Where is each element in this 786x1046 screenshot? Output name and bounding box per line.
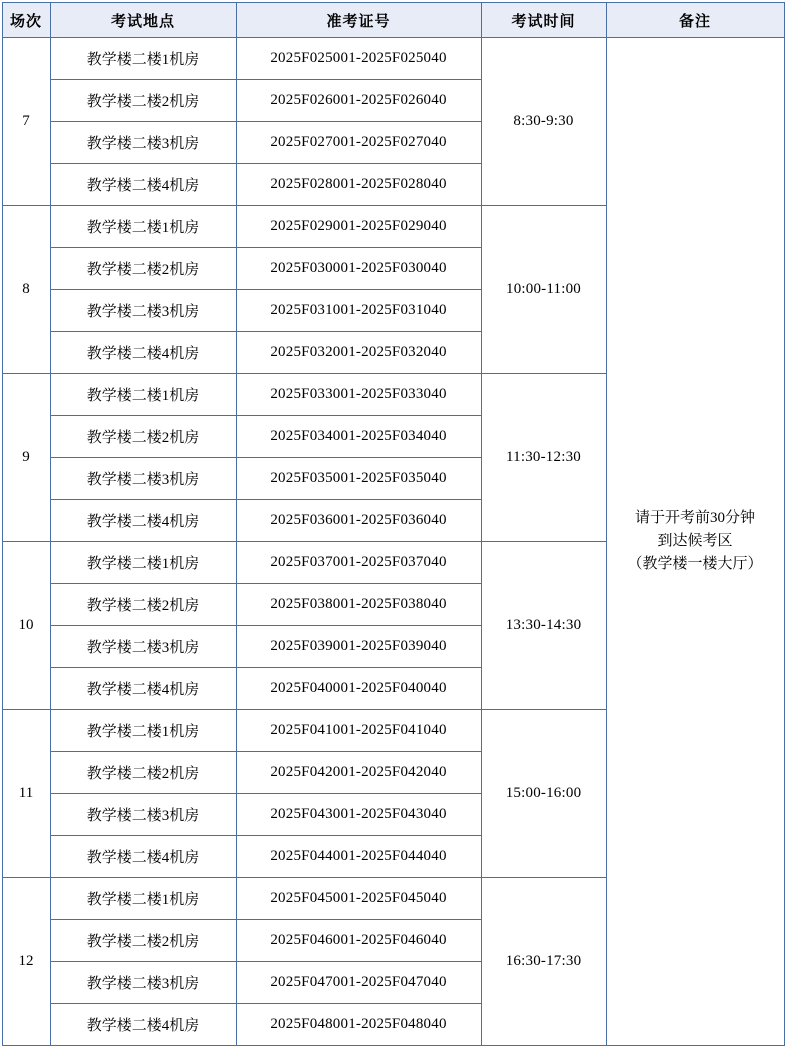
table-header [2, 3, 784, 38]
cell-exam-time: 10:00-11:00 [481, 206, 606, 374]
cell-exam-time: 16:30-17:30 [481, 878, 606, 1046]
cell-note [606, 38, 784, 1046]
note-line: （教学楼一楼大厅） [627, 556, 763, 573]
cell-ticket-range: 2025F033001-2025F033040 [236, 374, 481, 416]
column-header-session: 场次 [2, 3, 50, 38]
cell-ticket-range: 2025F025001-2025F025040 [236, 38, 481, 80]
note-line: 到达候考区 [657, 532, 733, 549]
table-body [2, 38, 784, 1046]
column-header-time: 考试时间 [481, 3, 606, 38]
cell-ticket-range: 2025F038001-2025F038040 [236, 584, 481, 626]
cell-ticket-range: 2025F043001-2025F043040 [236, 794, 481, 836]
cell-place: 教学楼二楼4机房 [50, 668, 236, 710]
cell-place: 教学楼二楼2机房 [50, 920, 236, 962]
cell-place: 教学楼二楼3机房 [50, 962, 236, 1004]
exam-schedule-table [2, 2, 785, 1046]
cell-ticket-range: 2025F041001-2025F041040 [236, 710, 481, 752]
cell-session: 9 [2, 374, 50, 542]
cell-place: 教学楼二楼3机房 [50, 458, 236, 500]
cell-ticket-range: 2025F040001-2025F040040 [236, 668, 481, 710]
cell-ticket-range: 2025F044001-2025F044040 [236, 836, 481, 878]
cell-place: 教学楼二楼1机房 [50, 206, 236, 248]
cell-exam-time: 8:30-9:30 [481, 38, 606, 206]
cell-place: 教学楼二楼1机房 [50, 374, 236, 416]
cell-place: 教学楼二楼1机房 [50, 710, 236, 752]
cell-ticket-range: 2025F039001-2025F039040 [236, 626, 481, 668]
cell-place: 教学楼二楼1机房 [50, 542, 236, 584]
cell-ticket-range: 2025F029001-2025F029040 [236, 206, 481, 248]
cell-place: 教学楼二楼1机房 [50, 38, 236, 80]
cell-place: 教学楼二楼2机房 [50, 248, 236, 290]
cell-session: 12 [2, 878, 50, 1046]
cell-place: 教学楼二楼2机房 [50, 584, 236, 626]
cell-ticket-range: 2025F030001-2025F030040 [236, 248, 481, 290]
cell-place: 教学楼二楼2机房 [50, 80, 236, 122]
cell-place: 教学楼二楼4机房 [50, 500, 236, 542]
cell-place: 教学楼二楼2机房 [50, 752, 236, 794]
cell-ticket-range: 2025F042001-2025F042040 [236, 752, 481, 794]
cell-ticket-range: 2025F035001-2025F035040 [236, 458, 481, 500]
cell-place: 教学楼二楼3机房 [50, 626, 236, 668]
cell-exam-time: 11:30-12:30 [481, 374, 606, 542]
cell-exam-time: 13:30-14:30 [481, 542, 606, 710]
cell-place: 教学楼二楼4机房 [50, 164, 236, 206]
column-header-place: 考试地点 [50, 3, 236, 38]
cell-place: 教学楼二楼4机房 [50, 332, 236, 374]
cell-session: 11 [2, 710, 50, 878]
column-header-note: 备注 [606, 3, 784, 38]
cell-place: 教学楼二楼3机房 [50, 122, 236, 164]
cell-ticket-range: 2025F047001-2025F047040 [236, 962, 481, 1004]
cell-session: 7 [2, 38, 50, 206]
cell-ticket-range: 2025F048001-2025F048040 [236, 1004, 481, 1046]
cell-ticket-range: 2025F028001-2025F028040 [236, 164, 481, 206]
cell-place: 教学楼二楼4机房 [50, 836, 236, 878]
cell-exam-time: 15:00-16:00 [481, 710, 606, 878]
cell-ticket-range: 2025F032001-2025F032040 [236, 332, 481, 374]
column-header-ticket: 准考证号 [236, 3, 481, 38]
cell-session: 10 [2, 542, 50, 710]
cell-ticket-range: 2025F036001-2025F036040 [236, 500, 481, 542]
cell-ticket-range: 2025F034001-2025F034040 [236, 416, 481, 458]
note-line: 请于开考前30分钟 [634, 509, 755, 526]
cell-ticket-range: 2025F026001-2025F026040 [236, 80, 481, 122]
cell-place: 教学楼二楼4机房 [50, 1004, 236, 1046]
table-row [2, 38, 784, 80]
cell-place: 教学楼二楼3机房 [50, 290, 236, 332]
cell-ticket-range: 2025F027001-2025F027040 [236, 122, 481, 164]
cell-ticket-range: 2025F031001-2025F031040 [236, 290, 481, 332]
cell-session: 8 [2, 206, 50, 374]
cell-place: 教学楼二楼2机房 [50, 416, 236, 458]
cell-ticket-range: 2025F046001-2025F046040 [236, 920, 481, 962]
table-header-row [2, 3, 784, 38]
cell-ticket-range: 2025F045001-2025F045040 [236, 878, 481, 920]
cell-place: 教学楼二楼3机房 [50, 794, 236, 836]
cell-place: 教学楼二楼1机房 [50, 878, 236, 920]
cell-ticket-range: 2025F037001-2025F037040 [236, 542, 481, 584]
